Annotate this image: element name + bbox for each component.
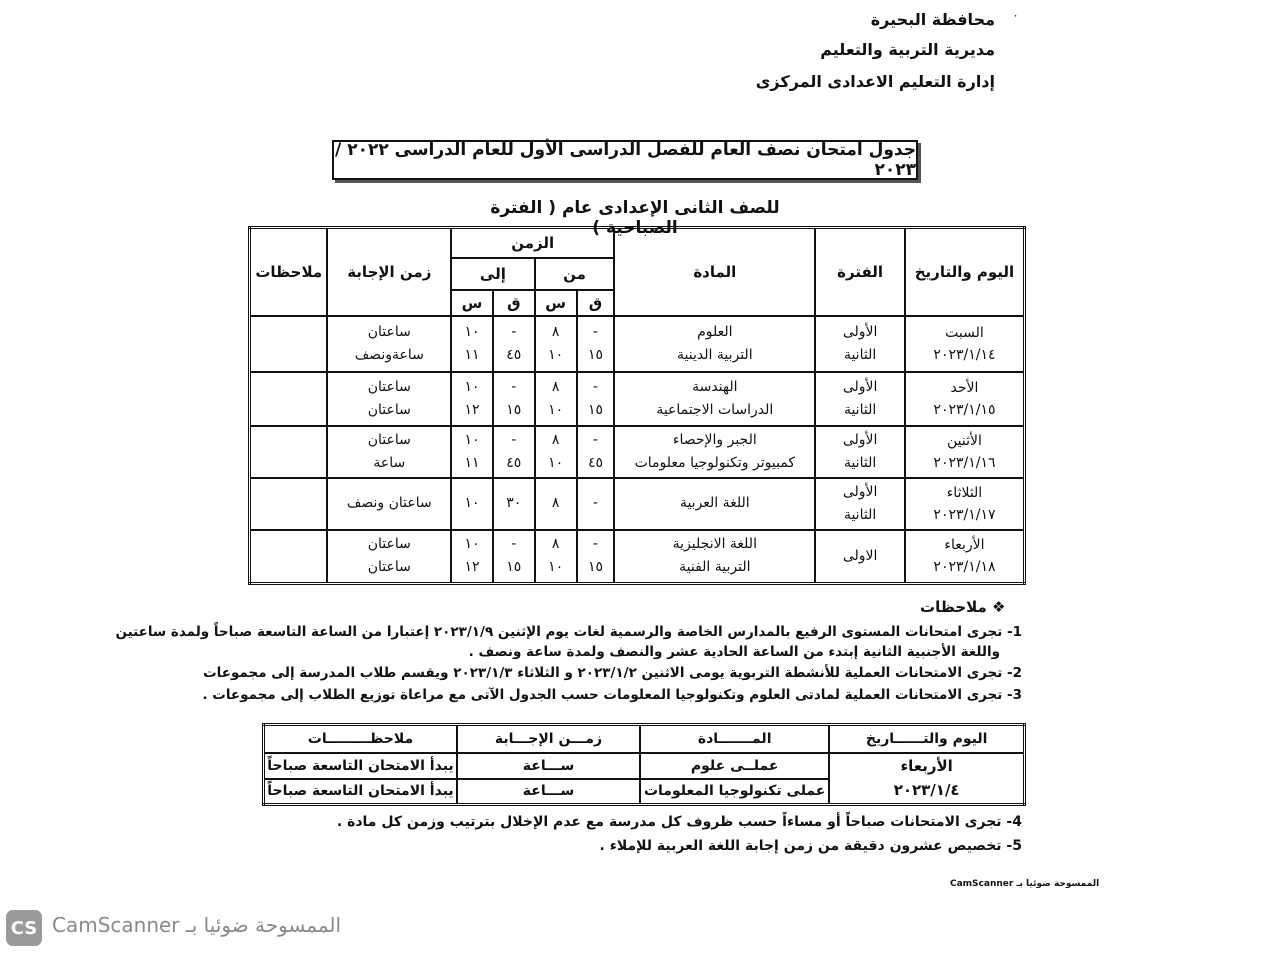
note-2: 2- تجرى الامتحانات العملية للأنشطة التربوية يومى الاثنين ٢٠٢٣/١/٢ و الثلاثاء ٢٠٢٣/١/٣ ويقسم طلاب المدرسة إلى مجموعات <box>203 665 1022 681</box>
duration-2: ساعتان <box>367 559 411 576</box>
note-3: 3- تجرى الامتحانات العملية لمادتى العلوم وتكنولوجيا المعلومات حسب الجدول الآتى مع مراعاة توزيع الطلاب إلى مجموعات . <box>202 687 1022 703</box>
subject-1: الجبر والإحصاء <box>672 431 757 448</box>
duration-1: ساعتان <box>367 378 411 395</box>
to-hour-2: ١٢ <box>464 559 480 576</box>
to-hour-1: ١٠ <box>464 431 480 448</box>
to-minute-2: ٤٥ <box>506 454 522 471</box>
to-hour-cell <box>451 530 493 584</box>
from-minute-2: ١٥ <box>587 559 603 576</box>
to-minute-1: - <box>511 323 517 340</box>
day-name: الثلاثاء <box>946 484 983 501</box>
period-cell <box>815 426 905 478</box>
from-hour-1: ٨ <box>551 378 560 395</box>
to-minute-2: ١٥ <box>506 401 522 418</box>
from-minute-2: ٤٥ <box>587 454 603 471</box>
exam-date: ٢٠٢٣/١/١٤ <box>933 346 996 363</box>
header-to: إلى <box>451 258 535 290</box>
exam-date: ٢٠٢٣/١/١٦ <box>933 454 996 471</box>
lab-date: ٢٠٢٣/١/٤ <box>893 781 960 800</box>
period-2: الثانية <box>843 401 877 418</box>
day-date-cell <box>905 372 1025 426</box>
subject-1: اللغة الانجليزية <box>672 536 757 553</box>
schedule-row <box>250 372 1025 426</box>
header-governorate: محافظة البحيرة <box>870 10 995 29</box>
header-from-min: ق <box>577 290 615 316</box>
exam-date: ٢٠٢٣/١/١٨ <box>933 559 996 576</box>
from-hour-1: ٨ <box>551 536 560 553</box>
day-name: الأربعاء <box>944 537 985 554</box>
from-hour-2: ١٠ <box>548 454 564 471</box>
from-minute-2: ١٥ <box>587 346 603 363</box>
header-time: الزمن <box>451 228 614 258</box>
period-cell <box>815 316 905 372</box>
duration-1: ساعتان <box>367 323 411 340</box>
lab-subject-2: عملى تكنولوجيا المعلومات <box>640 779 829 805</box>
subject-cell <box>614 478 815 530</box>
from-hour-2: ١٠ <box>548 401 564 418</box>
lab-header-duration: زمـــن الإجـــابة <box>457 725 640 753</box>
duration-cell <box>327 478 451 530</box>
exam-date: ٢٠٢٣/١/١٥ <box>933 401 996 418</box>
day-name: الأثنين <box>947 432 982 449</box>
subject-1: الهندسة <box>692 378 738 395</box>
to-minute-1: - <box>511 378 517 395</box>
to-hour-2: ١٢ <box>464 401 480 418</box>
camscanner-watermark: CamScanner الممسوحة ضوئيا بـ <box>52 913 342 937</box>
corner-mark: ˙ <box>1012 14 1019 30</box>
period-1: الاولى <box>842 547 878 564</box>
period-1: الأولى <box>842 323 878 340</box>
duration-cell <box>327 426 451 478</box>
to-minute-cell <box>493 372 535 426</box>
duration-2: ساعةونصف <box>354 346 424 363</box>
to-hour-1: ١٠ <box>464 323 480 340</box>
duration-1: ساعتان <box>367 536 411 553</box>
from-hour-2: ١٠ <box>548 346 564 363</box>
period-cell <box>815 372 905 426</box>
subject-2: الدراسات الاجتماعية <box>656 401 774 418</box>
day-name: الأحد <box>950 379 979 396</box>
document-subtitle: للصف الثانى الإعدادى عام ( الفترة الصباحية ) <box>490 198 780 238</box>
notes-cell <box>250 372 328 426</box>
header-subject: المادة <box>614 228 815 316</box>
lab-header-subject: المـــــــادة <box>640 725 829 753</box>
note-4: 4- تجرى الامتحانات صباحاً أو مساءاً حسب ظروف كل مدرسة مع عدم الإخلال بترتيب وزمن كل مادة . <box>336 814 1022 830</box>
subject-cell <box>614 426 815 478</box>
notes-cell <box>250 316 328 372</box>
to-minute-cell <box>493 478 535 530</box>
subject-1: العلوم <box>697 323 733 340</box>
to-hour-cell <box>451 316 493 372</box>
schedule-row <box>250 530 1025 584</box>
to-hour-1: ١٠ <box>464 495 480 511</box>
to-hour-cell <box>451 372 493 426</box>
day-name: السبت <box>945 324 984 341</box>
from-minute-1: - <box>592 323 598 340</box>
lab-note-2: يبدأ الامتحان التاسعة صباحاً <box>264 779 457 805</box>
note-1: 1- تجرى امتحانات المستوى الرفيع بالمدارس الخاصة والرسمية لغات يوم الإثنين ٢٠٢٣/١/٩ إعتبارا من الساعة التاسعة صباحاً ولمدة ساعتين <box>115 624 1022 640</box>
period-2: الثانية <box>843 454 877 471</box>
from-minute-1: - <box>592 495 598 511</box>
duration-cell <box>327 530 451 584</box>
header-to-hour: س <box>451 290 493 316</box>
notes-cell <box>250 530 328 584</box>
to-hour-1: ١٠ <box>464 536 480 553</box>
schedule-row <box>250 478 1025 530</box>
day-date-cell <box>905 478 1025 530</box>
to-minute-2: ٤٥ <box>506 346 522 363</box>
period-2: الثانية <box>843 346 877 363</box>
from-hour-cell <box>535 478 577 530</box>
from-hour-2: ١٠ <box>548 559 564 576</box>
to-minute-cell <box>493 530 535 584</box>
to-minute-cell <box>493 316 535 372</box>
to-minute-1: - <box>511 536 517 553</box>
from-minute-1: - <box>592 378 598 395</box>
period-2: الثانية <box>843 506 877 523</box>
from-hour-1: ٨ <box>551 431 560 448</box>
day-date-cell <box>905 316 1025 372</box>
period-cell <box>815 478 905 530</box>
subject-cell <box>614 316 815 372</box>
exam-schedule-table <box>248 226 1026 585</box>
from-minute-cell <box>577 372 615 426</box>
header-to-min: ق <box>493 290 535 316</box>
from-minute-cell <box>577 530 615 584</box>
header-day: اليوم والتاريخ <box>905 228 1025 316</box>
to-hour-cell <box>451 478 493 530</box>
camscanner-logo-icon: CS <box>6 910 42 946</box>
from-hour-cell <box>535 530 577 584</box>
practical-exam-table <box>262 723 1026 806</box>
period-1: الأولى <box>842 431 878 448</box>
from-minute-2: ١٥ <box>587 401 603 418</box>
header-period: الفترة <box>815 228 905 316</box>
period-1: الأولى <box>842 378 878 395</box>
header-duration: زمن الإجابة <box>327 228 451 316</box>
to-minute-2: ١٥ <box>506 559 522 576</box>
notes-cell <box>250 478 328 530</box>
header-from-hour: س <box>535 290 577 316</box>
from-minute-cell <box>577 426 615 478</box>
to-hour-1: ١٠ <box>464 378 480 395</box>
to-minute-1: ٣٠ <box>506 495 522 511</box>
duration-1: ساعتان ونصف <box>346 495 432 511</box>
header-notes: ملاحظات <box>250 228 328 316</box>
from-hour-cell <box>535 316 577 372</box>
duration-1: ساعتان <box>367 431 411 448</box>
note-5: 5- تخصيص عشرون دقيقة من زمن إجابة اللغة العربية للإملاء . <box>599 838 1022 854</box>
exam-date: ٢٠٢٣/١/١٧ <box>933 506 996 523</box>
lab-header-day: اليوم والتــــــاريخ <box>829 725 1024 753</box>
from-hour-1: ٨ <box>551 323 560 340</box>
duration-2: ساعتان <box>367 401 411 418</box>
day-date-cell <box>905 426 1025 478</box>
lab-note-1: يبدأ الامتحان التاسعة صباحاً <box>264 753 457 779</box>
note-1-cont: واللغة الأجنبية الثانية إبتدء من الساعة الحادية عشر والنصف ولمدة ساعة ونصف . <box>468 644 1000 660</box>
from-minute-cell <box>577 478 615 530</box>
header-administration: إدارة التعليم الاعدادى المركزى <box>755 72 995 91</box>
lab-header-notes: ملاحظـــــــــات <box>264 725 457 753</box>
from-minute-cell <box>577 316 615 372</box>
subject-2: كمبيوتر وتكنولوجيا معلومات <box>634 454 796 471</box>
day-date-cell <box>905 530 1025 584</box>
schedule-row <box>250 316 1025 372</box>
lab-day-cell <box>829 753 1024 805</box>
subject-1: اللغة العربية <box>679 495 750 511</box>
header-from: من <box>535 258 615 290</box>
subject-2: التربية الفنية <box>679 559 751 576</box>
duration-cell <box>327 372 451 426</box>
lab-duration-1: ســـاعة <box>457 753 640 779</box>
lab-duration-2: ســـاعة <box>457 779 640 805</box>
period-1: الأولى <box>842 483 878 500</box>
duration-2: ساعة <box>373 454 406 471</box>
subject-cell <box>614 372 815 426</box>
from-minute-1: - <box>592 536 598 553</box>
from-hour-cell <box>535 426 577 478</box>
header-directorate: مديرية التربية والتعليم <box>820 40 995 59</box>
from-hour-1: ٨ <box>551 495 560 511</box>
period-cell <box>815 530 905 584</box>
to-hour-cell <box>451 426 493 478</box>
notes-title: ❖ ملاحظات <box>920 598 1006 616</box>
subject-2: التربية الدينية <box>677 346 753 363</box>
to-hour-2: ١١ <box>464 346 480 363</box>
to-hour-2: ١١ <box>464 454 480 471</box>
duration-cell <box>327 316 451 372</box>
schedule-row <box>250 426 1025 478</box>
to-minute-cell <box>493 426 535 478</box>
lab-subject-1: عملــى علوم <box>640 753 829 779</box>
to-minute-1: - <box>511 431 517 448</box>
from-hour-cell <box>535 372 577 426</box>
from-minute-1: - <box>592 431 598 448</box>
scanner-footer: الممسوحة ضوئيا بـ CamScanner <box>950 879 1100 889</box>
lab-day: الأربعاء <box>900 757 953 776</box>
subject-cell <box>614 530 815 584</box>
document-title: جدول امتحان نصف العام للفصل الدراسى الأول للعام الدراسى ٢٠٢٢ / ٢٠٢٣ <box>332 140 918 180</box>
notes-cell <box>250 426 328 478</box>
